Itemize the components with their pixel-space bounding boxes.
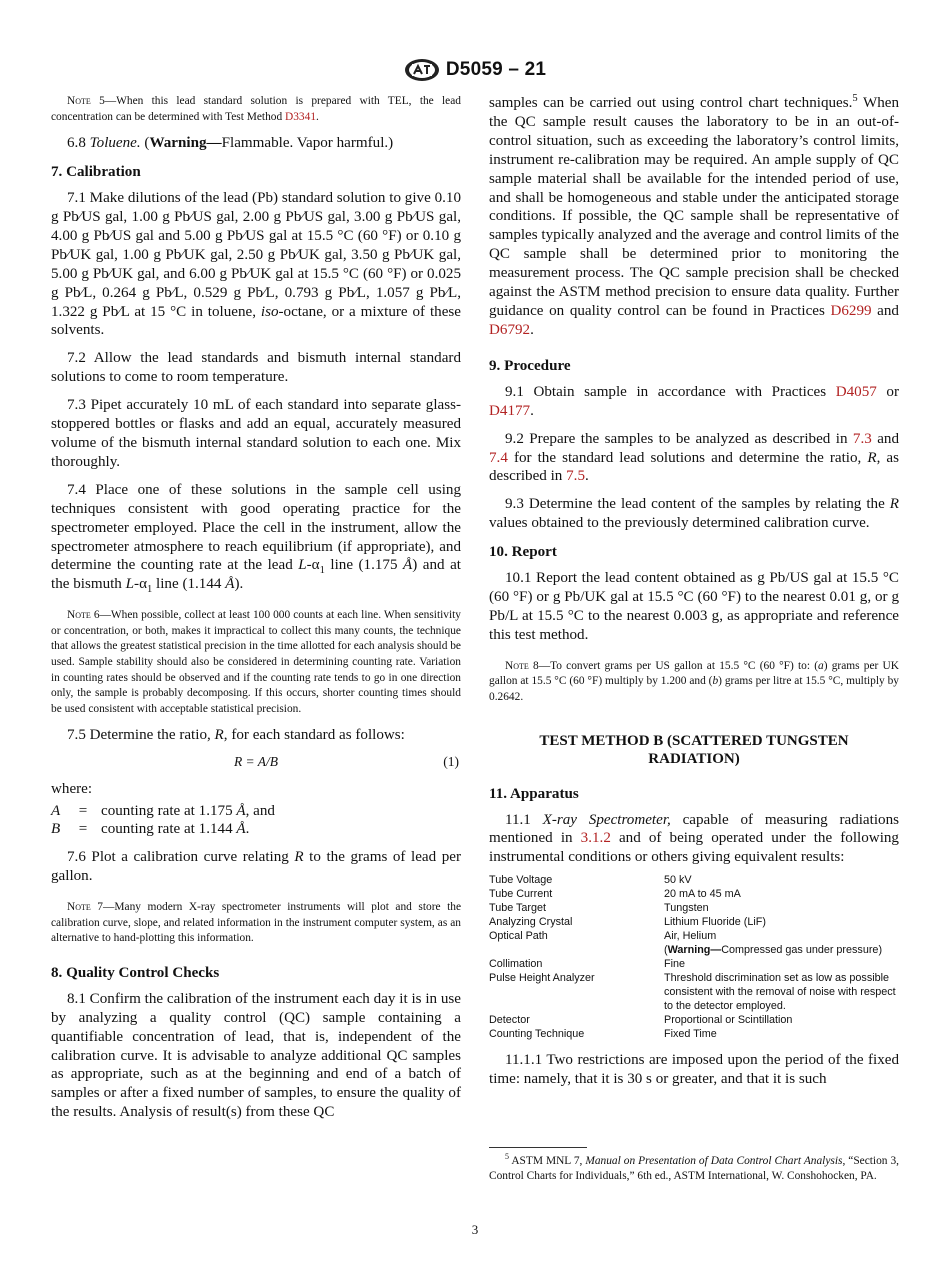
test-method-b-title: TEST METHOD B (SCATTERED TUNGSTEN RADIATION) xyxy=(539,732,849,767)
section-8-1: 8.1 Confirm the calibration of the instrument each day it is in use by analyzing a quality control (QC) sample containing a quantifiable concentration of lead, that is, independent of the calibration curve. It is advisable to analyze additional QC samples as appropriate, such as at the beginning and end of a batch of samples or after a fixed number of samples, to ensure the quality of the results. Analysis of result(s) from these QC xyxy=(51,990,461,1121)
condition-row: Tube Current 20 mA to 45 mA xyxy=(489,888,741,901)
definition-row: A = counting rate at 1.175 Å, and xyxy=(51,803,275,820)
condition-row: Pulse Height Analyzer Threshold discrimination set as low as possible consistent with the removal of noise with respect to the detector employed. xyxy=(489,972,896,1013)
section-heading-7: 7. Calibration xyxy=(51,164,141,181)
note-8: Note 8—To convert grams per US gallon at 15.5 °C (60 °F) to: (a) grams per UK gallon at 15.5 °C (60 °F) multiply by 1.200 and (b) grams per litre at 15.5 °C, multiply by 0.2642. xyxy=(489,659,899,703)
link-d4057[interactable]: D4057 xyxy=(835,383,877,400)
link-d4177[interactable]: D4177 xyxy=(489,402,531,419)
condition-row: Counting Technique Fixed Time xyxy=(489,1028,717,1041)
equation-text: R = A/B xyxy=(233,754,279,770)
equation-number: (1) xyxy=(443,754,459,770)
condition-row: (Warning—Compressed gas under pressure) xyxy=(664,944,883,957)
condition-row: Optical Path Air, Helium xyxy=(489,930,717,943)
link-d3341[interactable]: D3341 xyxy=(285,110,317,123)
section-7-5: 7.5 Determine the ratio, R, for each standard as follows: xyxy=(67,727,405,744)
condition-row: Tube Target Tungsten xyxy=(489,902,709,915)
link-7-5[interactable]: 7.5 xyxy=(566,468,585,485)
section-9-1: 9.1 Obtain sample in accordance with Practices D4057 or D4177. xyxy=(489,383,899,419)
link-3-1-2[interactable]: 3.1.2 xyxy=(580,830,611,847)
definition-row: B = counting rate at 1.144 Å. xyxy=(51,820,250,837)
instrument-conditions-table xyxy=(489,873,899,1041)
page-number: 3 xyxy=(471,1222,479,1237)
section-heading-9: 9. Procedure xyxy=(489,357,571,374)
link-d6299[interactable]: D6299 xyxy=(830,302,872,319)
section-6-8: 6.8 Toluene. (Warning—Flammable. Vapor harmful.) xyxy=(67,135,394,152)
condition-row: Analyzing Crystal Lithium Fluoride (LiF) xyxy=(489,916,767,929)
section-heading-8: 8. Quality Control Checks xyxy=(51,964,220,981)
equation-1 xyxy=(51,754,461,770)
note-6: Note 6—When possible, collect at least 100 000 counts at each line. When sensitivity or concentration, or both, makes it impractical to collect this many counts, the technique that allows the greatest statistical precision in the time allotted for each analysis should be used. Sample stability should also be considered in determining counting rate. Variation in counting rates should be observed and if the counting rate tends to go in one direction only, the sample is probably decomposing. If this occurs, shorter counting times should be used consistent with acceptable statistical precision. xyxy=(51,609,461,715)
link-7-3[interactable]: 7.3 xyxy=(852,430,872,447)
condition-row: Detector Proportional or Scintillation xyxy=(489,1014,793,1027)
section-7-4: 7.4 Place one of these solutions in the sample cell using techniques consistent with good operating practice for the spectrometer employed. Place the cell in the instrument, allow the spectrometer atmosphere to reach equilibrium (if appropriate), and determine the counting rate at the lead $L-\alpha_1$ line (1.175 Å) and at the bismuth $L-\alpha_1$ line (1.144 Å). xyxy=(51,481,461,596)
section-7-2: 7.2 Allow the lead standards and bismuth internal standard solutions to come to room temperature. xyxy=(51,350,461,386)
section-heading-10: 10. Report xyxy=(489,544,557,561)
footnote-divider xyxy=(489,1147,587,1148)
section-7-1: 7.1 Make dilutions of the lead (Pb) standard solution to give 0.10 g Pb∕US gal, 1.00 g Pb∕US gal, 2.00 g Pb∕US gal, 3.00 g Pb∕US gal, 4.00 g Pb∕US gal and 5.00 g Pb∕US gal at 15.5 °C (60 °F) or 0.10 g Pb∕UK gal, 1.00 g Pb∕UK gal, 2.50 g Pb∕UK gal, 3.50 g Pb∕UK gal, 5.00 g Pb∕UK gal, and 6.00 g Pb∕UK gal at 15.5 °C (60 °F) or 0.025 g Pb∕L, 0.264 g Pb∕L, 0.529 g Pb∕L, 0.793 g Pb∕L, 1.057 g Pb∕L, 1.322 g Pb∕L at 15 °C in toluene, iso-octane, or a mixture of these solvents. xyxy=(51,190,461,339)
astm-logo-icon xyxy=(404,58,440,82)
section-11-1-1: 11.1.1 Two restrictions are imposed upon the period of the fixed time: namely, that it is 30 s or greater, and that it is such xyxy=(489,1052,899,1088)
section-9-2: 9.2 Prepare the samples to be analyzed as described in 7.3 and 7.4 for the standard lead solutions and determine the ratio, R, as described in 7.5. xyxy=(489,430,900,485)
link-d6792[interactable]: D6792 xyxy=(489,321,531,338)
section-11-1: 11.1 X-ray Spectrometer, capable of measuring radiations mentioned in 3.1.2 and of being operated under the following instrumental conditions or others giving equivalent results: xyxy=(489,811,899,866)
footnote-5: $^5$ ASTM MNL 7, Manual on Presentation of Data Control Chart Analysis, “Section 3, Control Charts for Individuals,” 6th ed., ASTM International, W. Conshohocken, PA. xyxy=(489,1152,900,1183)
section-8-1-continued: samples can be carried out using control chart techniques.$^5$ When the QC sample result causes the laboratory to be in an out-of-control situation, such as exceeding the laboratory’s control limits, instrument re-calibration may be required. An ample supply of QC sample material shall be available for the intended period of use, and shall be homogeneous and stable under the anticipated storage conditions. If possible, the QC sample shall be representative of samples typically analyzed and the average and control limits of the QC sample shall be determined prior to monitoring the measurement process. The QC sample precision shall be checked against the ASTM method precision to ensure data quality. Further guidance on quality control can be found in Practices D6299 and D6792. xyxy=(489,92,899,338)
condition-row: Tube Voltage 50 kV xyxy=(489,874,692,887)
page-header xyxy=(0,56,950,84)
right-column xyxy=(489,94,899,1184)
section-9-3: 9.3 Determine the lead content of the samples by relating the R values obtained to the previously determined calibration curve. xyxy=(489,496,899,532)
condition-row: Collimation Fine xyxy=(489,958,686,971)
link-7-4[interactable]: 7.4 xyxy=(489,449,508,466)
definitions xyxy=(51,803,461,838)
section-heading-11: 11. Apparatus xyxy=(489,785,579,802)
note-7: Note 7—Many modern X-ray spectrometer instruments will plot and store the calibration curve, slope, and related information in the instrument computer system, as an alternative to hand-plotting this information. xyxy=(51,901,461,945)
note-5: Note 5—When this lead standard solution is prepared with TEL, the lead concentration can be determined with Test Method D3341. xyxy=(51,95,461,123)
left-column xyxy=(51,94,461,1131)
where-label: where: xyxy=(51,781,93,798)
section-7-3: 7.3 Pipet accurately 10 mL of each standard into separate glass-stoppered bottles or flasks and add an equal, accurately measured volume of the bismuth internal standard solution to each one. Mix thoroughly. xyxy=(51,397,461,470)
document-id: D5059 – 21 xyxy=(445,59,547,80)
section-10-1: 10.1 Report the lead content obtained as g Pb/US gal at 15.5 °C (60 °F) or g Pb/UK gal at 15.5 °C (60 °F) to the nearest 0.01 g, or g Pb/L at 15.5 °C to the nearest 0.003 g, as appropriate and reference this test method. xyxy=(489,570,899,643)
section-7-6: 7.6 Plot a calibration curve relating R to the grams of lead per gallon. xyxy=(51,849,461,885)
